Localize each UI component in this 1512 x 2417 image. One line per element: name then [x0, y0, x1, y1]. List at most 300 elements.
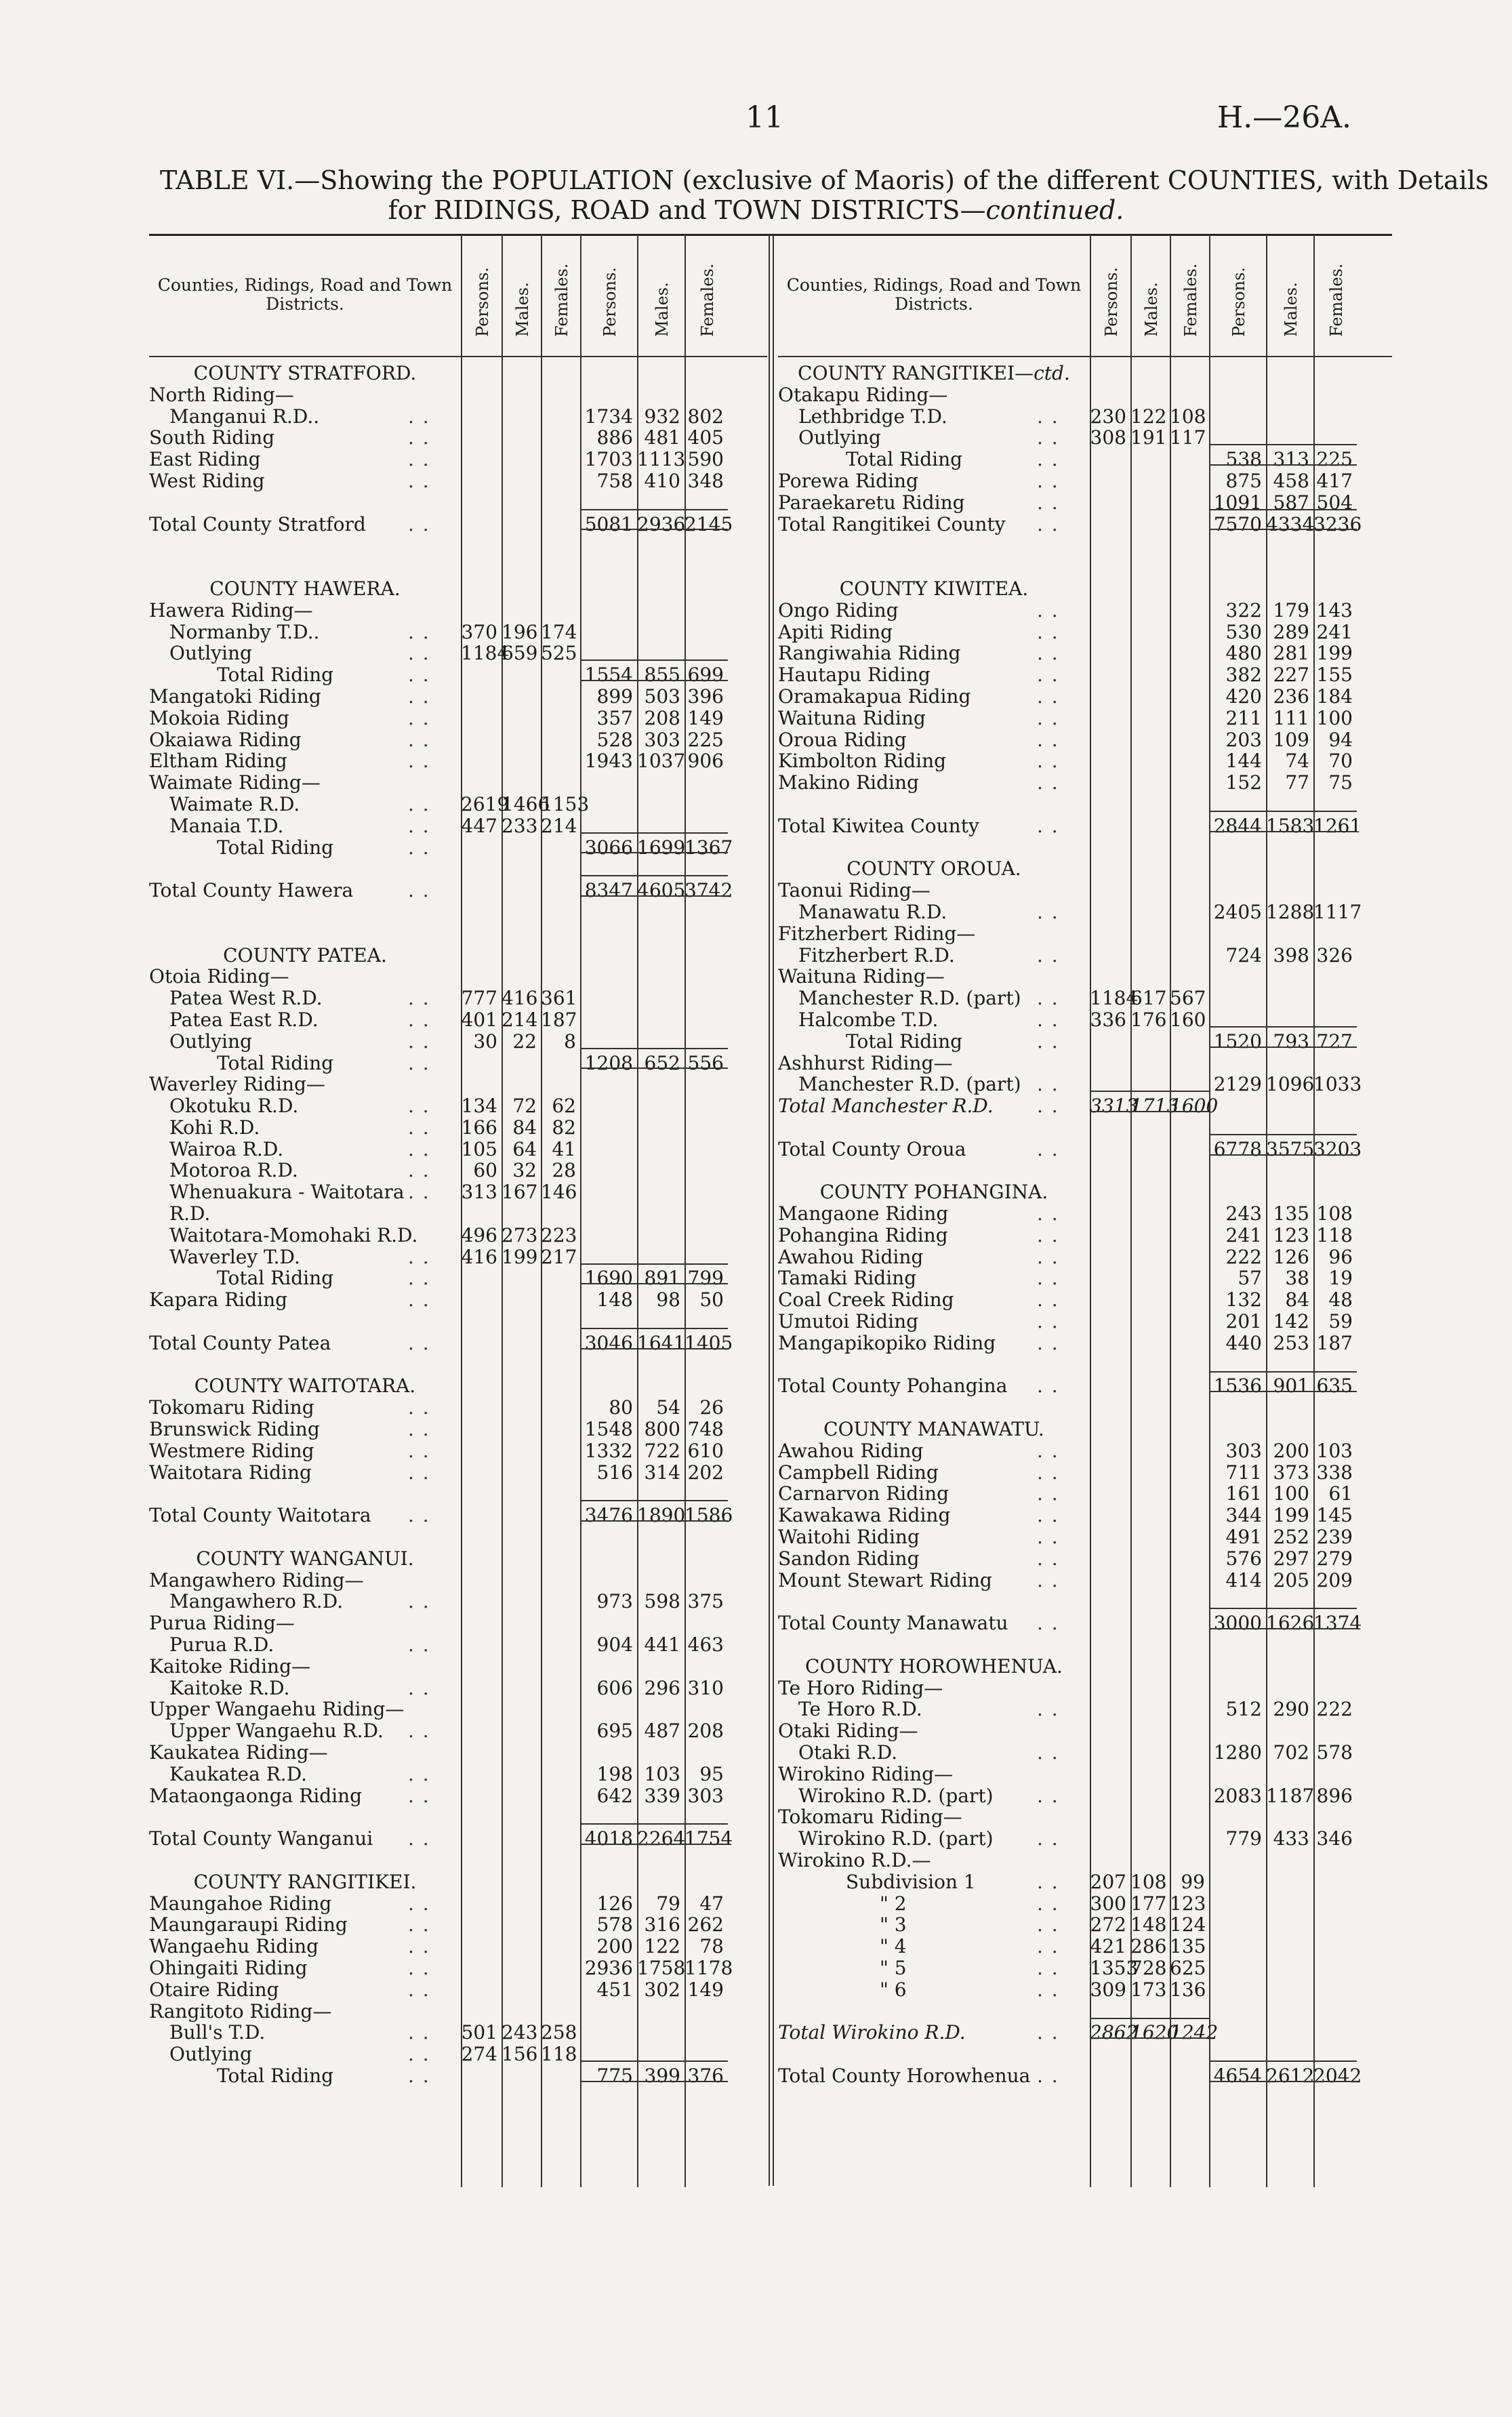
persons-cell: 1554 [584, 664, 633, 687]
females-cell: 136 [1170, 1978, 1206, 2001]
females-cell: 1117 [1313, 900, 1362, 923]
table-row [149, 664, 767, 686]
table-row [149, 708, 767, 729]
county-heading-text [778, 578, 1090, 600]
females-cell: 160 [1170, 1008, 1206, 1031]
males-cell: 290 [1273, 1698, 1309, 1721]
table-row [778, 945, 1392, 967]
males-cell: 148 [1130, 1913, 1167, 1936]
county-heading [778, 1419, 1392, 1440]
persons-cell: 1943 [584, 750, 633, 773]
females-cell: 96 [1328, 1245, 1353, 1268]
persons-cell: 80 [609, 1396, 633, 1419]
row-label: Total Riding [217, 1051, 334, 1074]
persons-cell: 516 [596, 1461, 633, 1484]
leader-dots: . . [1037, 1892, 1059, 1915]
males-cell: 458 [1273, 469, 1309, 492]
leader-dots: . . [408, 1676, 430, 1699]
males-cell: 199 [1273, 1504, 1309, 1527]
males-cell: 72 [512, 1095, 537, 1118]
total-rule [580, 1283, 728, 1284]
persons-cell: 2936 [584, 1956, 633, 1979]
females-cell: 525 [541, 642, 577, 665]
persons-cell: 3046 [584, 1331, 633, 1354]
leader-dots: . . [408, 512, 430, 535]
females-cell: 95 [699, 1762, 724, 1785]
row-label: Manawatu R.D. [798, 900, 947, 923]
females-cell: 1754 [685, 1827, 733, 1850]
persons-cell: 2844 [1213, 814, 1262, 837]
table-row [778, 1074, 1392, 1095]
males-cell: 196 [502, 620, 538, 643]
males-cell: 74 [1285, 750, 1309, 773]
county-heading [149, 363, 767, 384]
persons-cell: 211 [1225, 706, 1262, 729]
persons-cell: 440 [1225, 1331, 1262, 1354]
persons-cell: 7570 [1213, 512, 1262, 535]
leader-dots: . . [408, 685, 430, 708]
spacer-row [149, 556, 767, 578]
row-label: Porewa Riding [778, 469, 918, 492]
males-cell: 123 [1273, 1223, 1309, 1246]
leader-dots: . . [408, 664, 430, 687]
total-rule [1209, 1154, 1357, 1156]
leader-dots: . . [408, 1030, 430, 1053]
total-rule [580, 852, 728, 853]
row-label: Waituna Riding— [778, 965, 945, 988]
row-label: Fitzherbert R.D. [798, 943, 955, 967]
males-cell: 339 [644, 1784, 680, 1807]
county-heading [778, 578, 1392, 600]
leader-dots: . . [408, 1116, 430, 1139]
row-label: Total County Stratford [149, 512, 366, 535]
table-row [778, 1311, 1392, 1333]
spacer-row [778, 535, 1392, 556]
males-cell: 200 [1273, 1439, 1309, 1462]
table-row [149, 1742, 767, 1764]
table-row [778, 923, 1392, 945]
table-row [778, 664, 1392, 686]
leader-dots: . . [408, 1504, 430, 1527]
females-cell: 1178 [685, 1956, 733, 1979]
column-header-persons: Persons. [461, 234, 503, 356]
females-cell: 199 [1316, 642, 1353, 665]
males-cell: 22 [512, 1030, 537, 1053]
table-row [778, 1871, 1392, 1893]
row-label: Eltham Riding [149, 750, 287, 773]
table-row [149, 1009, 767, 1031]
leader-dots: . . [1037, 620, 1059, 643]
females-cell: 1374 [1313, 1612, 1362, 1635]
females-cell: 375 [687, 1590, 724, 1613]
leader-dots: . . [408, 448, 430, 471]
row-label: Total Kiwitea County [778, 814, 979, 837]
females-cell: 748 [687, 1418, 724, 1441]
leader-dots: . . [1037, 405, 1059, 428]
females-cell: 1242 [1170, 2021, 1219, 2044]
county-heading-text [778, 1181, 1090, 1203]
column-header-males: Males. [637, 234, 686, 356]
left-table [149, 234, 767, 2087]
leader-dots: . . [1037, 1245, 1059, 1268]
table-row [149, 966, 767, 988]
table-row [778, 708, 1392, 729]
row-label: Total County Waitotara [149, 1504, 371, 1527]
males-cell: 98 [656, 1288, 680, 1312]
leader-dots: . . [1037, 598, 1059, 622]
row-label: Manaia T.D. [169, 814, 284, 837]
females-cell: 94 [1328, 728, 1353, 751]
spacer-row [149, 923, 767, 945]
females-cell: 338 [1316, 1461, 1353, 1484]
persons-cell: 711 [1225, 1461, 1262, 1484]
persons-cell: 1734 [584, 405, 633, 428]
persons-cell: 1184 [461, 642, 510, 665]
females-cell: 41 [552, 1137, 576, 1160]
table-row [149, 1764, 767, 1785]
males-cell: 373 [1273, 1461, 1309, 1484]
males-cell: 1113 [637, 448, 686, 471]
females-cell: 47 [699, 1892, 724, 1915]
row-label: Total County Patea [149, 1331, 331, 1354]
row-label: Otaire Riding [149, 1978, 279, 2001]
females-cell: 625 [1170, 1956, 1206, 1979]
county-name: COUNTY STRATFORD. [193, 362, 417, 384]
table-title-line-2 [0, 195, 1512, 225]
males-cell: 167 [502, 1181, 538, 1204]
table-row [149, 600, 767, 622]
males-cell: 54 [656, 1396, 680, 1419]
row-label: Fitzherbert Riding— [778, 922, 976, 945]
leader-dots: . . [408, 1913, 430, 1936]
table-row [149, 470, 767, 492]
males-cell: 1096 [1266, 1073, 1315, 1096]
left-table-body [149, 357, 767, 2087]
leader-dots: . . [1037, 1978, 1059, 2001]
row-label: Waitohi Riding [778, 1526, 920, 1549]
males-cell: 1466 [502, 792, 550, 815]
row-label: Paraekaretu Riding [778, 491, 965, 514]
leader-dots: . . [408, 426, 430, 449]
row-label: Kimbolton Riding [778, 750, 947, 773]
table-row [778, 1828, 1392, 1850]
page-number: 11 [745, 100, 783, 135]
table-row [149, 1656, 767, 1678]
males-cell: 142 [1273, 1310, 1309, 1333]
row-label: Wairoa R.D. [169, 1137, 284, 1160]
row-label: Total Riding [846, 448, 963, 471]
males-cell: 79 [656, 1892, 680, 1915]
leader-dots: . . [1037, 1267, 1059, 1290]
persons-cell: 4018 [584, 1827, 633, 1850]
males-cell: 156 [502, 2043, 538, 2066]
males-cell: 177 [1130, 1892, 1167, 1915]
row-label: " 3 [880, 1913, 907, 1936]
leader-dots: . . [408, 1288, 430, 1312]
females-cell: 108 [1316, 1202, 1353, 1225]
leader-dots: . . [1037, 900, 1059, 923]
total-rule [580, 529, 728, 530]
row-label: Ongo Riding [778, 598, 899, 622]
table-row [149, 384, 767, 406]
males-cell: 111 [1273, 706, 1309, 729]
leader-dots: . . [408, 1892, 430, 1915]
persons-cell: 132 [1225, 1288, 1262, 1312]
persons-cell: 3476 [584, 1504, 633, 1527]
persons-cell: 308 [1090, 426, 1126, 449]
column-header-females: Females. [1313, 234, 1358, 356]
females-cell: 61 [1328, 1482, 1353, 1505]
table-row [778, 492, 1392, 514]
table-row [149, 1678, 767, 1699]
males-cell: 1288 [1266, 900, 1315, 923]
total-rule [580, 2081, 728, 2082]
county-name: COUNTY PATEA. [223, 943, 387, 967]
row-label: Waverley T.D. [169, 1245, 300, 1268]
table-row [149, 1267, 767, 1289]
spacer-row [778, 1397, 1392, 1419]
county-name: COUNTY WAITOTARA. [194, 1375, 416, 1398]
continued-label: ctd. [1034, 362, 1070, 384]
persons-cell: 344 [1225, 1504, 1262, 1527]
table-row [778, 1009, 1392, 1031]
persons-cell: 322 [1225, 598, 1262, 622]
leader-dots: . . [1037, 1698, 1059, 1721]
table-row [778, 643, 1392, 664]
persons-cell: 421 [1090, 1935, 1126, 1958]
table-row [778, 815, 1392, 837]
persons-cell: 5081 [584, 512, 633, 535]
leader-dots: . . [1037, 1827, 1059, 1850]
table-row [149, 1591, 767, 1612]
leader-dots: . . [1037, 943, 1059, 967]
row-label: Halcombe T.D. [798, 1008, 939, 1031]
females-cell: 405 [687, 426, 724, 449]
persons-cell: 875 [1225, 469, 1262, 492]
title-line-2-text: for RIDINGS, ROAD and TOWN DISTRICTS— [388, 195, 986, 225]
males-cell: 1583 [1266, 814, 1315, 837]
leader-dots: . . [1037, 448, 1059, 471]
row-label: Mokoia Riding [149, 706, 289, 729]
males-cell: 64 [512, 1137, 537, 1160]
males-cell: 2264 [637, 1827, 686, 1850]
females-cell: 19 [1328, 1267, 1353, 1290]
leader-dots: . . [408, 1137, 430, 1160]
males-cell: 316 [644, 1913, 680, 1936]
row-label: Kohi R.D. [169, 1116, 260, 1139]
table-row [778, 1548, 1392, 1570]
females-cell: 118 [541, 2043, 577, 2066]
females-cell: 202 [687, 1461, 724, 1484]
county-name: COUNTY RANGITIKEI. [193, 1870, 417, 1893]
leader-dots: . . [408, 2021, 430, 2044]
row-label: Otaki Riding— [778, 1720, 918, 1743]
persons-cell: 538 [1225, 448, 1262, 471]
column-header-persons: Persons. [1209, 234, 1267, 356]
females-cell: 348 [687, 469, 724, 492]
table-row [778, 1678, 1392, 1699]
row-label: Maungaraupi Riding [149, 1913, 348, 1936]
females-cell: 567 [1170, 987, 1206, 1010]
males-cell: 84 [1285, 1288, 1309, 1312]
females-cell: 48 [1328, 1288, 1353, 1312]
total-rule [580, 509, 728, 510]
females-cell: 241 [1316, 620, 1353, 643]
females-cell: 326 [1316, 943, 1353, 967]
persons-cell: 2405 [1213, 900, 1262, 923]
row-label: R.D. [169, 1202, 211, 1225]
persons-cell: 528 [596, 728, 633, 751]
leader-dots: . . [1037, 706, 1059, 729]
persons-cell: 904 [596, 1633, 633, 1657]
table-row [149, 1979, 767, 2001]
row-label: " 2 [880, 1892, 907, 1915]
row-label: Kaitoke R.D. [169, 1676, 290, 1699]
row-label: Okotuku R.D. [169, 1095, 299, 1118]
males-cell: 233 [502, 814, 538, 837]
persons-cell: 370 [461, 620, 497, 643]
right-table [778, 234, 1392, 2087]
males-cell: 617 [1130, 987, 1167, 1010]
males-cell: 286 [1130, 1935, 1167, 1958]
table-row [778, 1483, 1392, 1505]
total-rule [580, 1348, 728, 1349]
total-rule [1209, 1047, 1357, 1048]
males-cell: 214 [502, 1008, 538, 1031]
row-label: Waitotara Riding [149, 1461, 312, 1484]
males-cell: 1037 [637, 750, 686, 773]
row-label: Oramakapua Riding [778, 685, 971, 708]
leader-dots: . . [408, 1008, 430, 1031]
row-label: Hawera Riding— [149, 598, 313, 622]
table-row [778, 2022, 1392, 2044]
males-cell: 652 [644, 1051, 680, 1074]
table-row [778, 600, 1392, 622]
row-label: Bull's T.D. [169, 2021, 266, 2044]
table-row [149, 1893, 767, 1915]
document-reference: H.—26A. [1217, 100, 1351, 135]
females-cell: 303 [687, 1784, 724, 1807]
males-cell: 273 [502, 1223, 538, 1246]
males-cell: 398 [1273, 943, 1309, 967]
males-cell: 173 [1130, 1978, 1167, 2001]
females-cell: 8 [564, 1030, 576, 1053]
leader-dots: . . [408, 728, 430, 751]
row-label: Tokomaru Riding [149, 1396, 314, 1419]
leader-dots: . . [408, 1956, 430, 1979]
leader-dots: . . [1037, 771, 1059, 794]
table-row [778, 1806, 1392, 1828]
table-row [149, 1634, 767, 1656]
leader-dots: . . [408, 750, 430, 773]
row-label: Upper Wangaehu R.D. [169, 1720, 384, 1743]
leader-dots: . . [1037, 750, 1059, 773]
spacer-row [149, 535, 767, 556]
leader-dots: . . [1037, 728, 1059, 751]
leader-dots: . . [408, 1051, 430, 1074]
females-cell: 146 [541, 1181, 577, 1204]
persons-cell: 207 [1090, 1870, 1126, 1893]
males-cell: 2936 [637, 512, 686, 535]
total-rule [1090, 2037, 1209, 2039]
persons-cell: 105 [461, 1137, 497, 1160]
persons-cell: 3313 [1090, 1095, 1139, 1118]
table-row [149, 837, 767, 859]
females-cell: 187 [1316, 1331, 1353, 1354]
males-cell: 800 [644, 1418, 680, 1441]
total-rule [580, 832, 728, 834]
table-row [149, 794, 767, 815]
females-cell: 75 [1328, 771, 1353, 794]
males-cell: 126 [1273, 1245, 1309, 1268]
females-cell: 222 [1316, 1698, 1353, 1721]
row-label: Otaki R.D. [798, 1741, 898, 1764]
females-cell: 100 [1316, 706, 1353, 729]
persons-cell: 496 [461, 1223, 497, 1246]
row-label: Mangapikopiko Riding [778, 1331, 996, 1354]
persons-cell: 1184 [1090, 987, 1139, 1010]
leader-dots: . . [408, 879, 430, 902]
total-rule [1090, 2018, 1209, 2019]
leader-dots: . . [408, 792, 430, 815]
persons-cell: 144 [1225, 750, 1262, 773]
row-label: Makino Riding [778, 771, 919, 794]
persons-cell: 899 [596, 685, 633, 708]
persons-cell: 3066 [584, 836, 633, 859]
table-row [149, 514, 767, 535]
county-heading-text [778, 858, 1090, 880]
county-heading [149, 1548, 767, 1570]
table-row [149, 622, 767, 643]
leader-dots: . . [1037, 1137, 1059, 1160]
females-cell: 802 [687, 405, 724, 428]
males-cell: 191 [1130, 426, 1167, 449]
table-row [149, 1246, 767, 1268]
table-row [778, 966, 1392, 988]
spacer-row [149, 1354, 767, 1376]
table-row [149, 1505, 767, 1526]
persons-cell: 313 [461, 1181, 497, 1204]
row-label: Waverley Riding— [149, 1073, 325, 1096]
row-label: Maungahoe Riding [149, 1892, 332, 1915]
persons-cell: 1332 [584, 1439, 633, 1462]
males-cell: 135 [1273, 1202, 1309, 1225]
total-rule [580, 1520, 728, 1522]
persons-cell: 480 [1225, 642, 1262, 665]
leader-dots: . . [408, 1245, 430, 1268]
females-cell: 124 [1170, 1913, 1206, 1936]
males-cell: 1890 [637, 1504, 686, 1527]
males-cell: 243 [502, 2021, 538, 2044]
leader-dots: . . [1037, 512, 1059, 535]
county-heading [778, 1656, 1392, 1678]
right-table-header [778, 234, 1392, 357]
table-row [149, 1181, 767, 1203]
males-cell: 587 [1273, 491, 1309, 514]
table-row [778, 1570, 1392, 1591]
persons-cell: 1091 [1213, 491, 1262, 514]
row-label: Sandon Riding [778, 1547, 920, 1570]
females-cell: 78 [699, 1935, 724, 1958]
leader-dots: . . [1037, 1612, 1059, 1635]
table-row [778, 901, 1392, 923]
total-rule [580, 1048, 728, 1049]
leader-dots: . . [1037, 1504, 1059, 1527]
males-cell: 302 [644, 1978, 680, 2001]
row-label: Rangitoto Riding— [149, 1999, 332, 2023]
females-cell: 376 [687, 2064, 724, 2087]
row-label: Hautapu Riding [778, 664, 931, 687]
